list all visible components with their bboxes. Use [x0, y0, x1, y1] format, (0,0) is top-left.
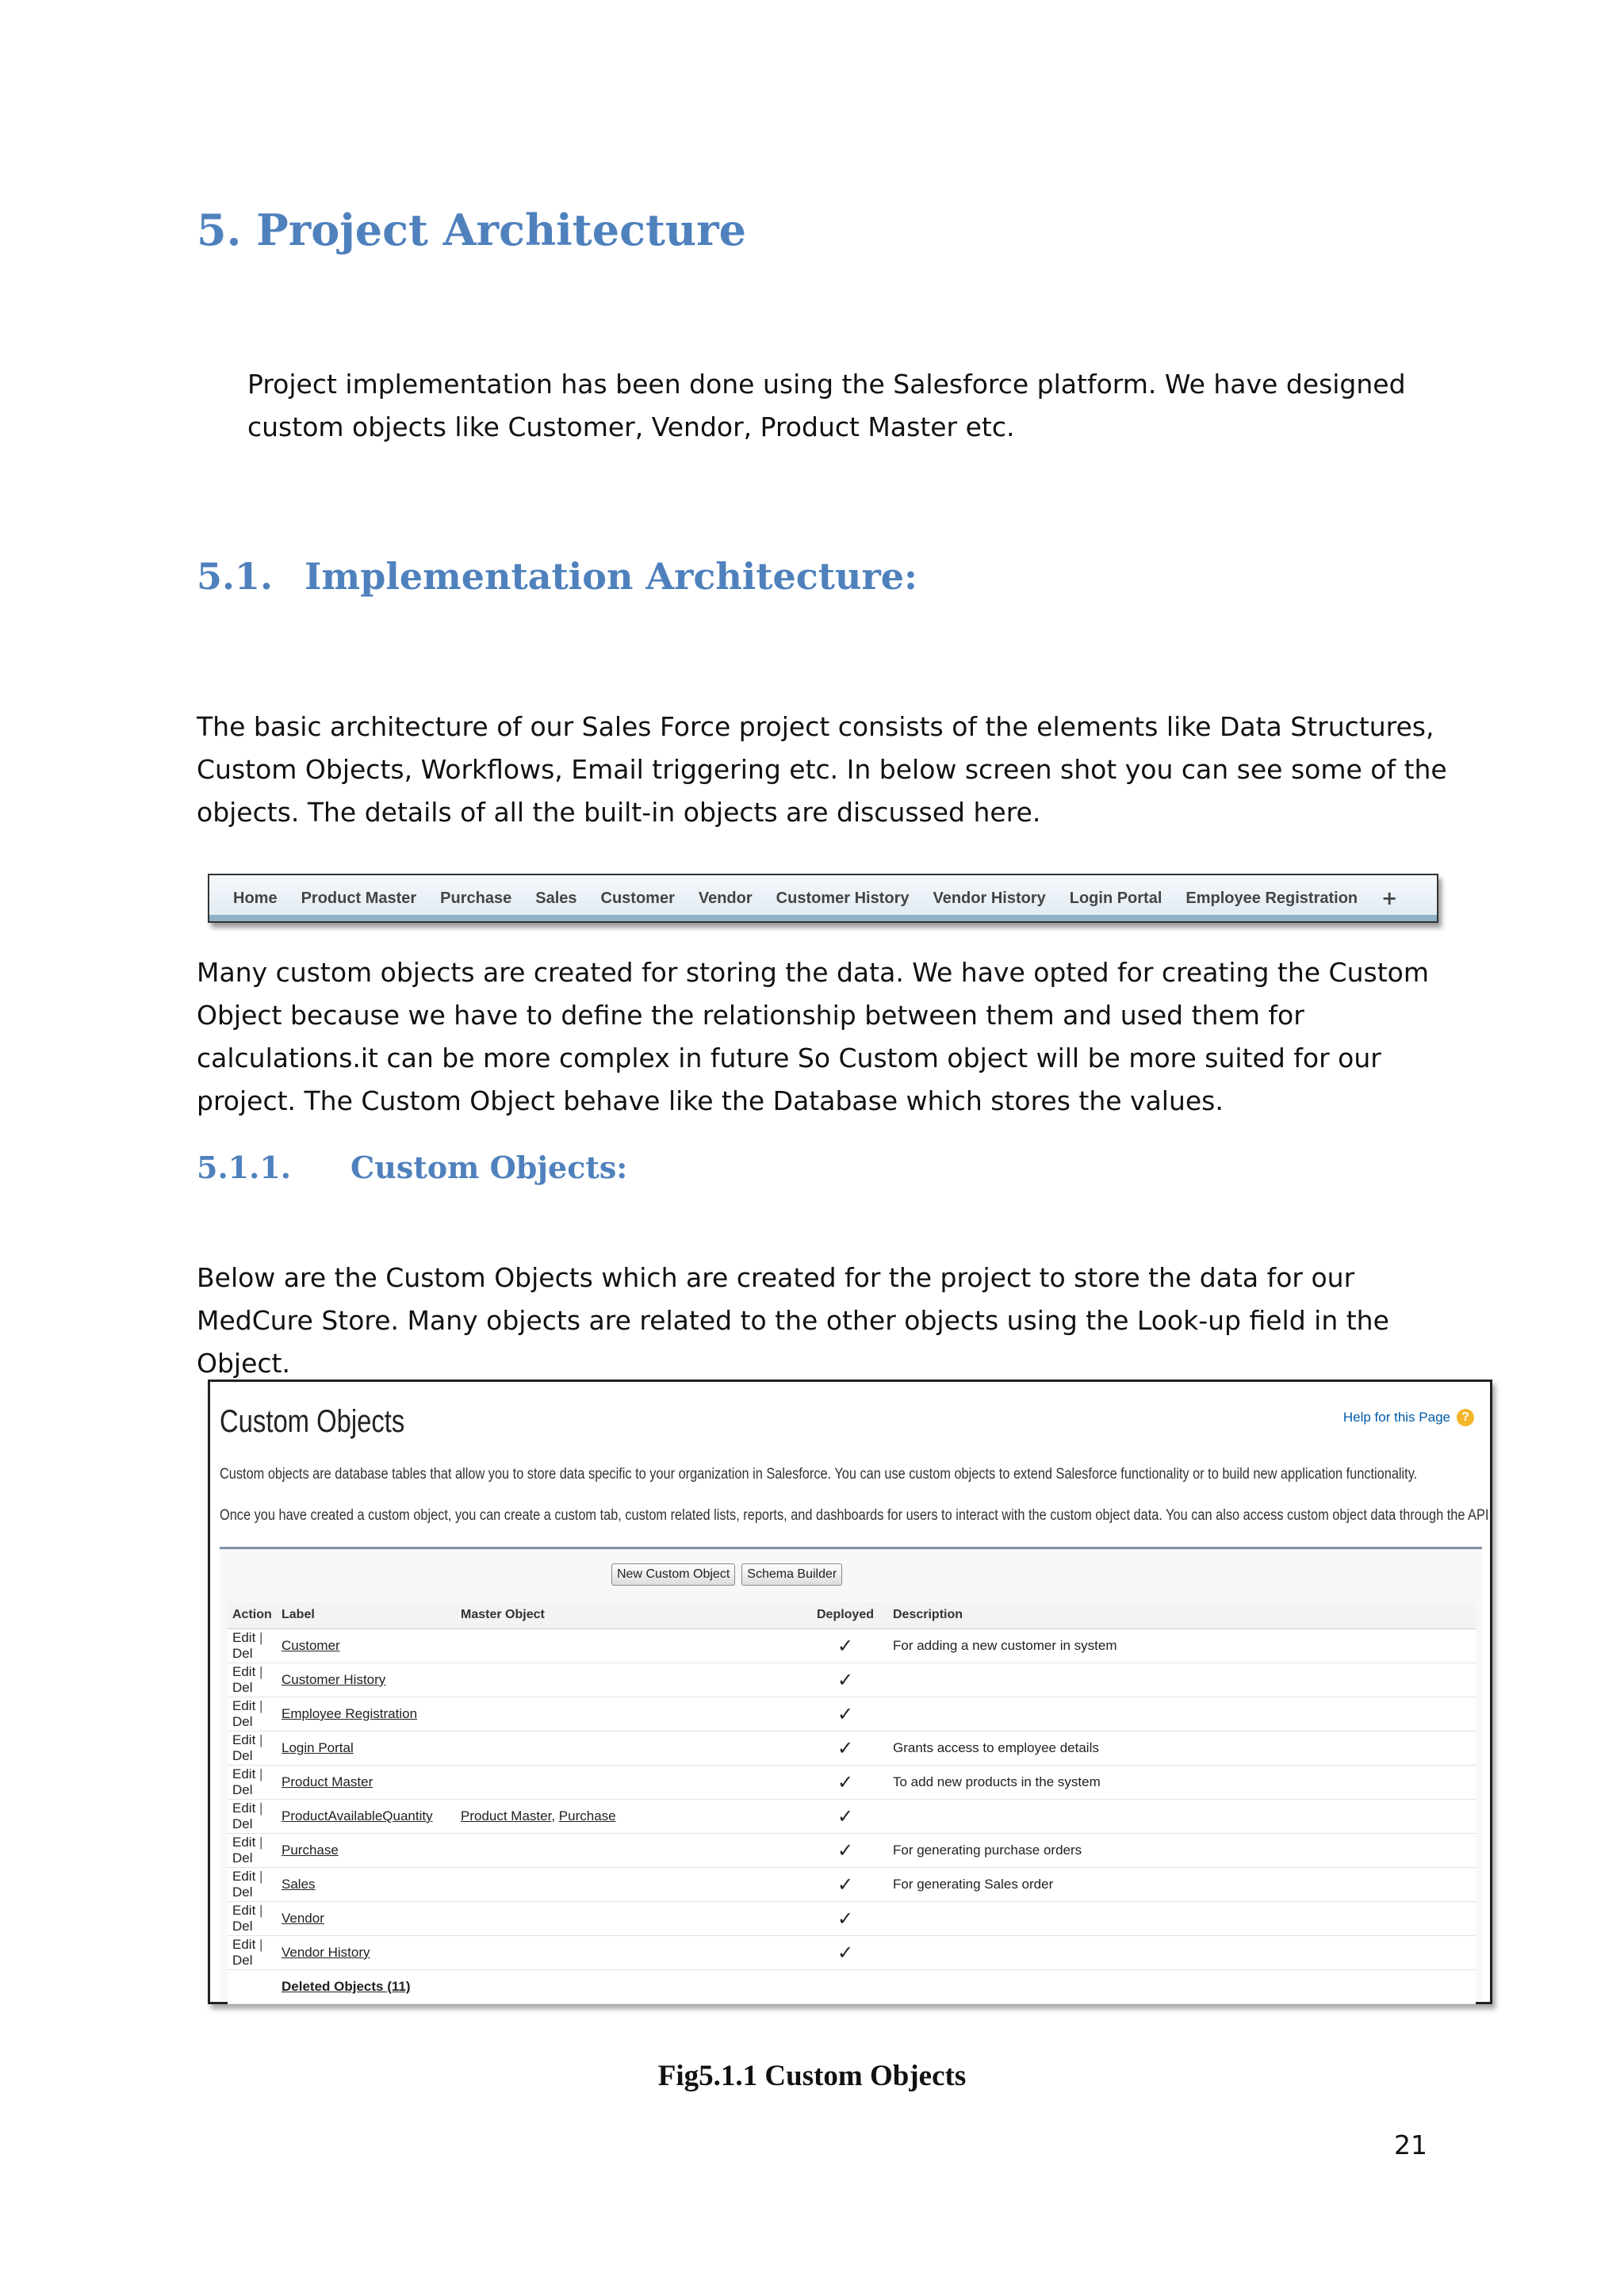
help-link[interactable]	[1343, 1409, 1474, 1426]
figure-caption: Fig5.1.1 Custom Objects	[657, 2060, 967, 2092]
architecture-paragraph: The basic architecture of our Sales Force project consists of the elements like Data Structures, Custom Objects, Workflows, Email triggering etc. In below screen shot you can see some of the objects. The details of all the built-in objects are discussed here.	[197, 711, 1447, 828]
deployed-check-icon: ✓	[802, 1936, 888, 1970]
delete-link[interactable]: Del	[232, 1646, 253, 1661]
deployed-check-icon: ✓	[802, 1902, 888, 1936]
row-description: For generating Sales order	[888, 1868, 1476, 1902]
table-row	[228, 1697, 1476, 1732]
salesforce-tab-bar-screenshot	[208, 874, 1438, 923]
custom-objects-table	[228, 1601, 1476, 2004]
table-row	[228, 1970, 1476, 2004]
row-actions	[228, 1732, 277, 1766]
table-row	[228, 1834, 1476, 1868]
action-separator: |	[255, 1766, 263, 1781]
action-separator: |	[255, 1835, 263, 1850]
deployed-check-icon: ✓	[802, 1697, 888, 1732]
row-label-cell	[277, 1766, 456, 1800]
row-description	[888, 1663, 1476, 1697]
custom-objects-screenshot	[208, 1380, 1492, 2004]
help-link-label[interactable]: Help for this Page	[1342, 1410, 1450, 1425]
tab-customer-history[interactable]: Customer History	[776, 889, 910, 907]
edit-link[interactable]: Edit	[232, 1937, 256, 1952]
row-description: For adding a new customer in system	[888, 1629, 1476, 1663]
row-actions	[228, 1868, 277, 1902]
row-master-cell	[456, 1629, 802, 1663]
subsubsection-number: 5.1.1.	[197, 1150, 292, 1185]
row-label-cell	[277, 1902, 456, 1936]
delete-link[interactable]: Del	[232, 1816, 253, 1831]
table-row	[228, 1766, 1476, 1800]
row-actions	[228, 1902, 277, 1936]
deleted-objects-cell	[277, 1970, 1476, 2004]
tab-sales[interactable]: Sales	[535, 889, 577, 907]
action-separator: |	[255, 1630, 263, 1645]
subsection-number: 5.1.	[197, 555, 274, 598]
action-separator: |	[255, 1903, 263, 1918]
delete-link[interactable]: Del	[232, 1953, 253, 1968]
edit-link[interactable]: Edit	[232, 1800, 256, 1816]
objects-intro-paragraph: Below are the Custom Objects which are created for the project to store the data for our MedCure Store. Many objects are related to the other objects using the Look-up field in the Object.	[197, 1262, 1389, 1379]
custom-objects-list-panel	[220, 1547, 1482, 2001]
tab-customer[interactable]: Customer	[600, 889, 675, 907]
table-row	[228, 1936, 1476, 1970]
tab-purchase[interactable]: Purchase	[440, 889, 512, 907]
tab-bar-underline	[209, 915, 1437, 921]
row-description	[888, 1902, 1476, 1936]
row-master-cell	[456, 1834, 802, 1868]
edit-link[interactable]: Edit	[232, 1732, 256, 1747]
edit-link[interactable]: Edit	[232, 1630, 256, 1645]
page-number: 21	[1394, 2130, 1427, 2160]
delete-link[interactable]: Del	[232, 1782, 253, 1797]
row-master-cell	[456, 1663, 802, 1697]
empty-cell	[228, 1970, 277, 2004]
deployed-check-icon: ✓	[802, 1800, 888, 1834]
object-label-link[interactable]: ProductAvailableQuantity	[282, 1808, 433, 1823]
deleted-objects-link[interactable]: Deleted Objects (11)	[282, 1979, 411, 1994]
row-description: Grants access to employee details	[888, 1732, 1476, 1766]
table-header-row	[228, 1601, 1476, 1629]
table-row	[228, 1663, 1476, 1697]
delete-link[interactable]: Del	[232, 1885, 253, 1900]
row-actions	[228, 1629, 277, 1663]
tab-vendor-history[interactable]: Vendor History	[933, 889, 1046, 907]
row-label-cell	[277, 1834, 456, 1868]
object-label-link[interactable]: Customer History	[282, 1672, 386, 1687]
master-object-link[interactable]: Purchase	[558, 1808, 616, 1823]
row-actions	[228, 1834, 277, 1868]
action-separator: |	[255, 1869, 263, 1884]
column-label: Label	[277, 1601, 456, 1629]
table-row	[228, 1902, 1476, 1936]
row-master-cell: Product Master, Purchase	[456, 1800, 802, 1834]
custom-objects-title: Custom Objects	[220, 1404, 405, 1439]
tab-home[interactable]: Home	[233, 889, 278, 907]
delete-link[interactable]: Del	[232, 1919, 253, 1934]
help-icon[interactable]: ?	[1457, 1409, 1474, 1426]
object-label-link[interactable]: Employee Registration	[282, 1706, 418, 1721]
section-title: 5. Project Architecture	[197, 205, 746, 255]
deployed-check-icon: ✓	[802, 1732, 888, 1766]
action-separator: |	[255, 1698, 263, 1713]
subsection-title: Implementation Architecture:	[304, 555, 917, 598]
tab-vendor[interactable]: Vendor	[698, 889, 753, 907]
row-label-cell	[277, 1629, 456, 1663]
delete-link[interactable]: Del	[232, 1748, 253, 1763]
deployed-check-icon: ✓	[802, 1663, 888, 1697]
tab-employee-registration[interactable]: Employee Registration	[1185, 889, 1358, 907]
row-label-cell	[277, 1868, 456, 1902]
row-label-cell	[277, 1663, 456, 1697]
column-master-object: Master Object	[456, 1601, 802, 1629]
object-label-link[interactable]: Vendor	[282, 1911, 324, 1926]
object-label-link[interactable]: Sales	[282, 1877, 316, 1892]
action-separator: |	[255, 1937, 263, 1952]
object-label-link[interactable]: Customer	[282, 1638, 340, 1653]
row-description: To add new products in the system	[888, 1766, 1476, 1800]
row-master-cell	[456, 1868, 802, 1902]
column-deployed: Deployed	[802, 1601, 888, 1629]
row-label-cell	[277, 1697, 456, 1732]
edit-link[interactable]: Edit	[232, 1664, 256, 1679]
row-master-cell	[456, 1697, 802, 1732]
object-label-link[interactable]: Vendor History	[282, 1945, 370, 1960]
action-separator: |	[255, 1732, 263, 1747]
table-row	[228, 1800, 1476, 1834]
list-button-bar	[611, 1563, 842, 1586]
row-actions	[228, 1663, 277, 1697]
action-separator: |	[255, 1800, 263, 1816]
row-actions	[228, 1800, 277, 1834]
row-actions	[228, 1697, 277, 1732]
row-master-cell	[456, 1936, 802, 1970]
edit-link[interactable]: Edit	[232, 1766, 256, 1781]
edit-link[interactable]: Edit	[232, 1903, 256, 1918]
edit-link[interactable]: Edit	[232, 1698, 256, 1713]
custom-objects-api-note: Once you have created a custom object, you can create a custom tab, custom related lists, reports, and dashboards for users to interact with the custom object data. You can also access custom object data through the API.	[220, 1507, 1492, 1524]
schema-builder-button[interactable]: Schema Builder	[741, 1563, 842, 1586]
action-separator: |	[255, 1664, 263, 1679]
row-description	[888, 1936, 1476, 1970]
row-description	[888, 1800, 1476, 1834]
table-row	[228, 1629, 1476, 1663]
object-label-link[interactable]: Login Portal	[282, 1740, 354, 1755]
master-object-link[interactable]: Product Master	[461, 1808, 552, 1823]
row-label-cell	[277, 1936, 456, 1970]
row-label-cell	[277, 1800, 456, 1834]
delete-link[interactable]: Del	[232, 1850, 253, 1866]
row-actions	[228, 1936, 277, 1970]
row-description	[888, 1697, 1476, 1732]
deployed-check-icon: ✓	[802, 1766, 888, 1800]
object-label-link[interactable]: Product Master	[282, 1774, 373, 1789]
deployed-check-icon: ✓	[802, 1629, 888, 1663]
delete-link[interactable]: Del	[232, 1680, 253, 1695]
column-action: Action	[228, 1601, 277, 1629]
row-master-cell	[456, 1902, 802, 1936]
table-row	[228, 1868, 1476, 1902]
edit-link[interactable]: Edit	[232, 1835, 256, 1850]
intro-paragraph: Project implementation has been done using the Salesforce platform. We have designed custom objects like Customer, Vendor, Product Master etc.	[247, 369, 1406, 442]
table-row	[228, 1732, 1476, 1766]
deployed-check-icon: ✓	[802, 1834, 888, 1868]
object-label-link[interactable]: Purchase	[282, 1843, 339, 1858]
row-description: For generating purchase orders	[888, 1834, 1476, 1868]
custom-objects-description: Custom objects are database tables that allow you to store data specific to your organization in Salesforce. You can use custom objects to extend Salesforce functionality or to build new application functionality.	[220, 1466, 1418, 1483]
deployed-check-icon: ✓	[802, 1868, 888, 1902]
edit-link[interactable]: Edit	[232, 1869, 256, 1884]
new-custom-object-button[interactable]: New Custom Object	[611, 1563, 735, 1586]
tab-login-portal[interactable]: Login Portal	[1069, 889, 1162, 907]
tab-product-master[interactable]: Product Master	[301, 889, 417, 907]
custom-object-paragraph: Many custom objects are created for storing the data. We have opted for creating the Custom Object because we have to define the relationship between them and used them for calculations.it can be more complex in future So Custom object will be more suited for our project. The Custom Object behave like the Database which stores the values.	[197, 957, 1429, 1116]
delete-link[interactable]: Del	[232, 1714, 253, 1729]
row-label-cell	[277, 1732, 456, 1766]
column-description: Description	[888, 1601, 1476, 1629]
row-master-cell	[456, 1732, 802, 1766]
row-master-cell	[456, 1766, 802, 1800]
add-tab-icon[interactable]: +	[1381, 887, 1398, 909]
subsubsection-title: Custom Objects:	[350, 1150, 628, 1185]
row-actions	[228, 1766, 277, 1800]
